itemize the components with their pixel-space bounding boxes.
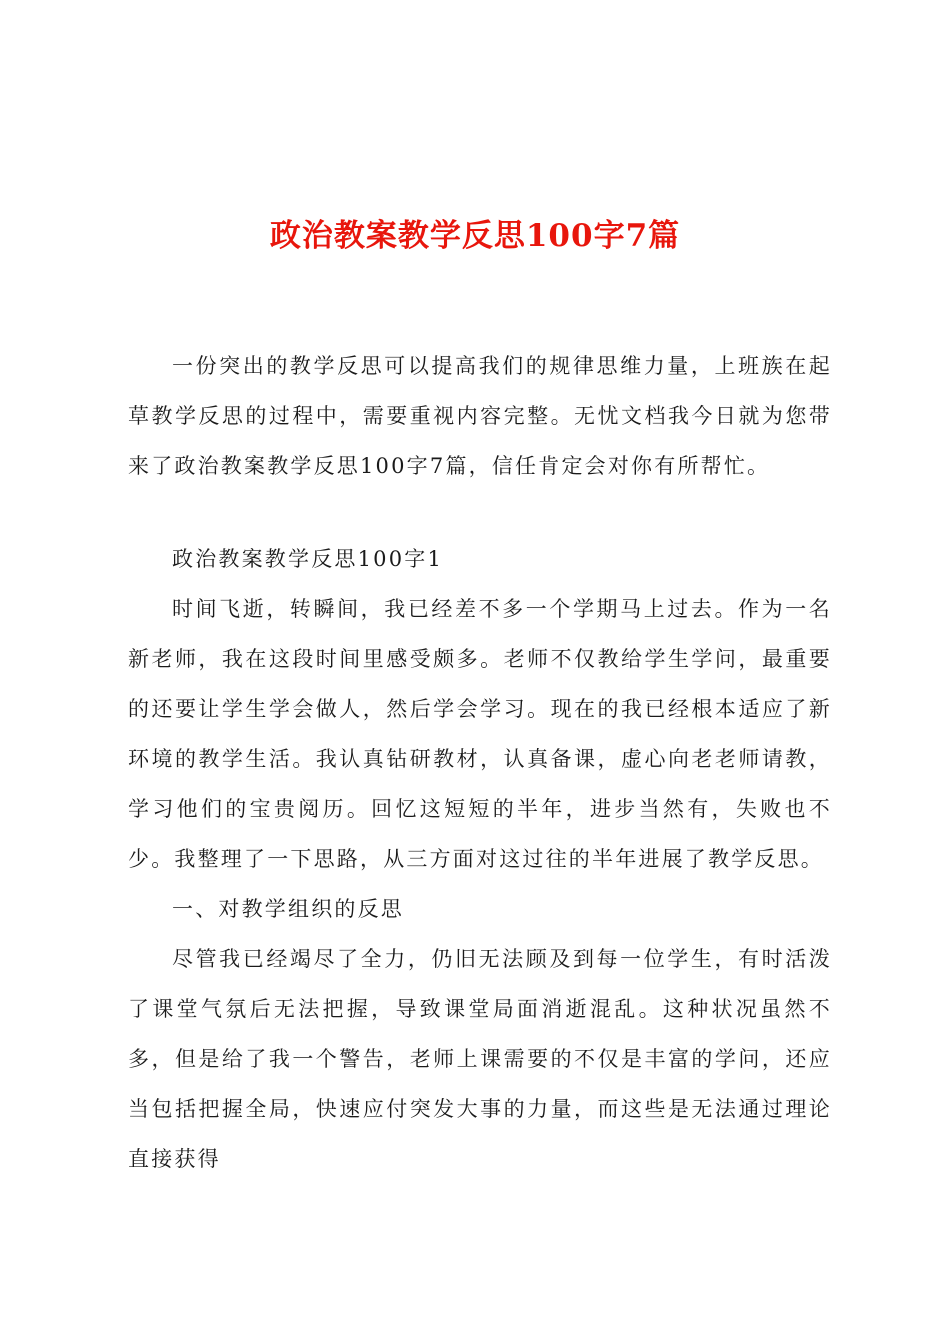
body-paragraph: 尽管我已经竭尽了全力，仍旧无法顾及到每一位学生，有时活泼了课堂气氛后无法把握，导致课堂局面消逝混乱。这种状况虽然不多，但是给了我一个警告，老师上课需要的不仅是丰富的学问，还应当包括把握全局，快速应付突发大事的力量，而这些是无法通过理论直接获得	[128, 947, 832, 1171]
subheading: 一、对教学组织的反思	[172, 897, 404, 921]
document-title: 政治教案教学反思100字7篇	[269, 218, 681, 254]
section-heading: 政治教案教学反思100字1	[172, 547, 444, 571]
body-paragraph: 时间飞逝，转瞬间，我已经差不多一个学期马上过去。作为一名新老师，我在这段时间里感受颇多。老师不仅教给学生学问，最重要的还要让学生学会做人，然后学会学习。现在的我已经根本适应了新环境的教学生活。我认真钻研教材，认真备课，虚心向老老师请教，学习他们的宝贵阅历。回忆这短短的半年，进步当然有，失败也不少。我整理了一下思路，从三方面对这过往的半年进展了教学反思。	[128, 597, 832, 871]
paragraph-spacer	[128, 491, 832, 534]
intro-paragraph: 一份突出的教学反思可以提高我们的规律思维力量，上班族在起草教学反思的过程中，需要重视内容完整。无忧文档我今日就为您带来了政治教案教学反思100字7篇，信任肯定会对你有所帮忙。	[128, 354, 832, 478]
document-body	[128, 341, 832, 1184]
